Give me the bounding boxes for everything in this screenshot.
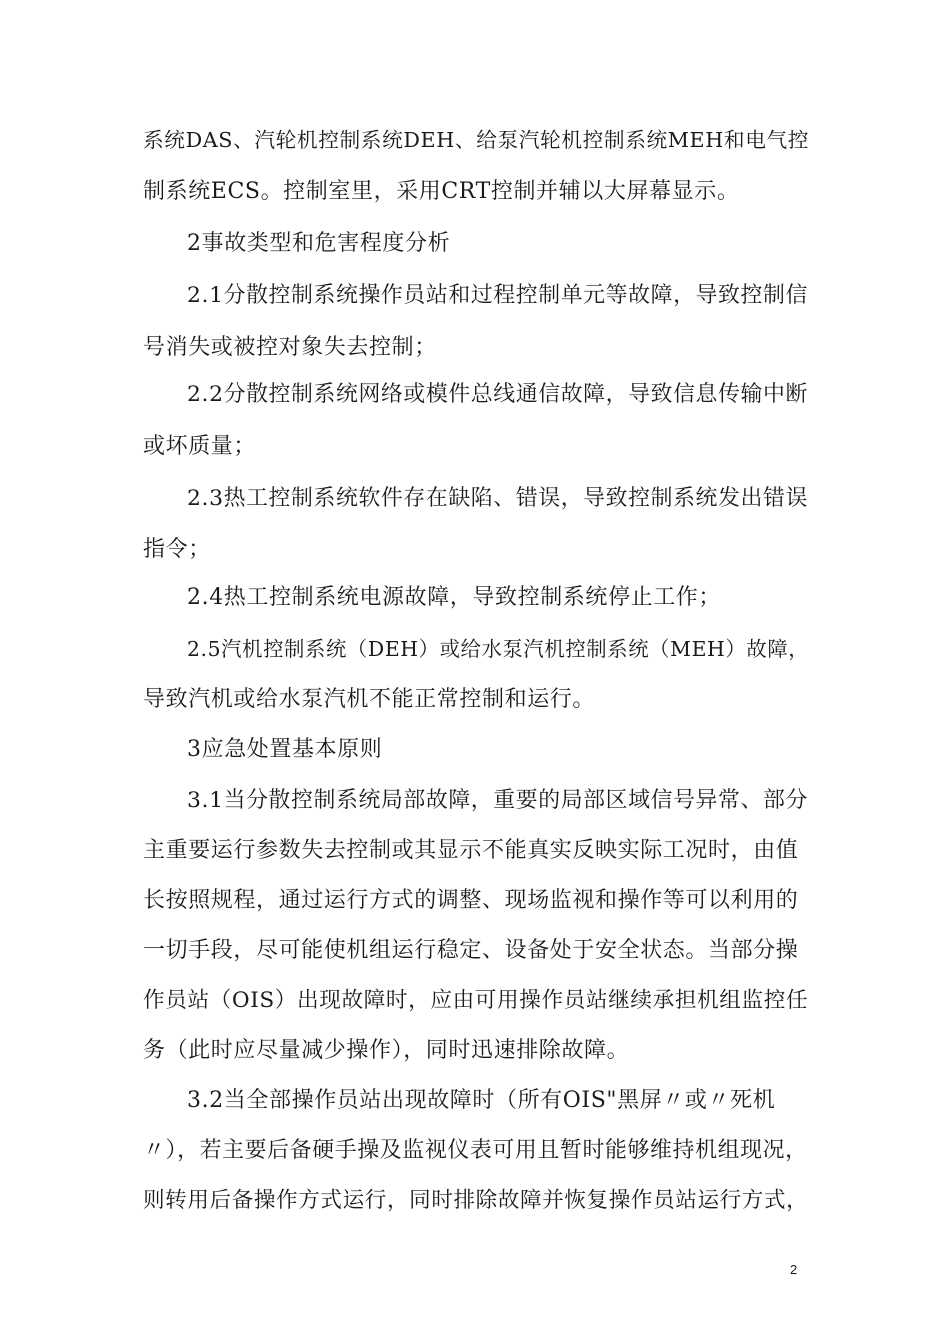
text-line: 则转用后备操作方式运行，同时排除故障并恢复操作员站运行方式， xyxy=(143,1188,809,1213)
text-line: 2.1分散控制系统操作员站和过程控制单元等故障，导致控制信 xyxy=(187,283,808,308)
section-heading: 3应急处置基本原则 xyxy=(187,737,383,762)
text-line: 导致汽机或给水泵汽机不能正常控制和运行。 xyxy=(143,687,596,712)
text-line: 主重要运行参数失去控制或其显示不能真实反映实际工况时，由值 xyxy=(143,838,799,863)
page-number: 2 xyxy=(790,1262,798,1277)
text-line: 3.2当全部操作员站出现故障时（所有OIS"黑屏〃或〃死机 xyxy=(187,1088,776,1113)
text-line: 2.3热工控制系统软件存在缺陷、错误，导致控制系统发出错误 xyxy=(187,486,808,511)
text-line: 指令； xyxy=(143,537,211,562)
text-line: 作员站（OIS）出现故障时，应由可用操作员站继续承担机组监控任 xyxy=(143,988,809,1013)
text-line: 长按照规程，通过运行方式的调整、现场监视和操作等可以利用的 xyxy=(143,888,799,913)
text-line: 2.4热工控制系统电源故障，导致控制系统停止工作； xyxy=(187,585,721,610)
text-line: 或坏质量； xyxy=(143,434,257,459)
text-line: 系统DAS、汽轮机控制系统DEH、给泵汽轮机控制系统MEH和电气控 xyxy=(143,128,810,152)
text-line: 2.5汽机控制系统（DEH）或给水泵汽机控制系统（MEH）故障， xyxy=(187,637,810,661)
text-line: 2.2分散控制系统网络或模件总线通信故障，导致信息传输中断 xyxy=(187,382,808,407)
text-line: 号消失或被控对象失去控制； xyxy=(143,335,437,360)
text-line: 务（此时应尽量减少操作），同时迅速排除故障。 xyxy=(143,1038,630,1063)
section-heading: 2事故类型和危害程度分析 xyxy=(187,231,451,256)
text-line: 3.1当分散控制系统局部故障，重要的局部区域信号异常、部分 xyxy=(187,788,808,813)
text-line: 制系统ECS。控制室里，采用CRT控制并辅以大屏幕显示。 xyxy=(143,179,740,204)
text-line: 一切手段，尽可能使机组运行稳定、设备处于安全状态。当部分操 xyxy=(143,938,799,963)
text-line: 〃），若主要后备硬手操及监视仪表可用且暂时能够维持机组现况， xyxy=(143,1138,808,1163)
